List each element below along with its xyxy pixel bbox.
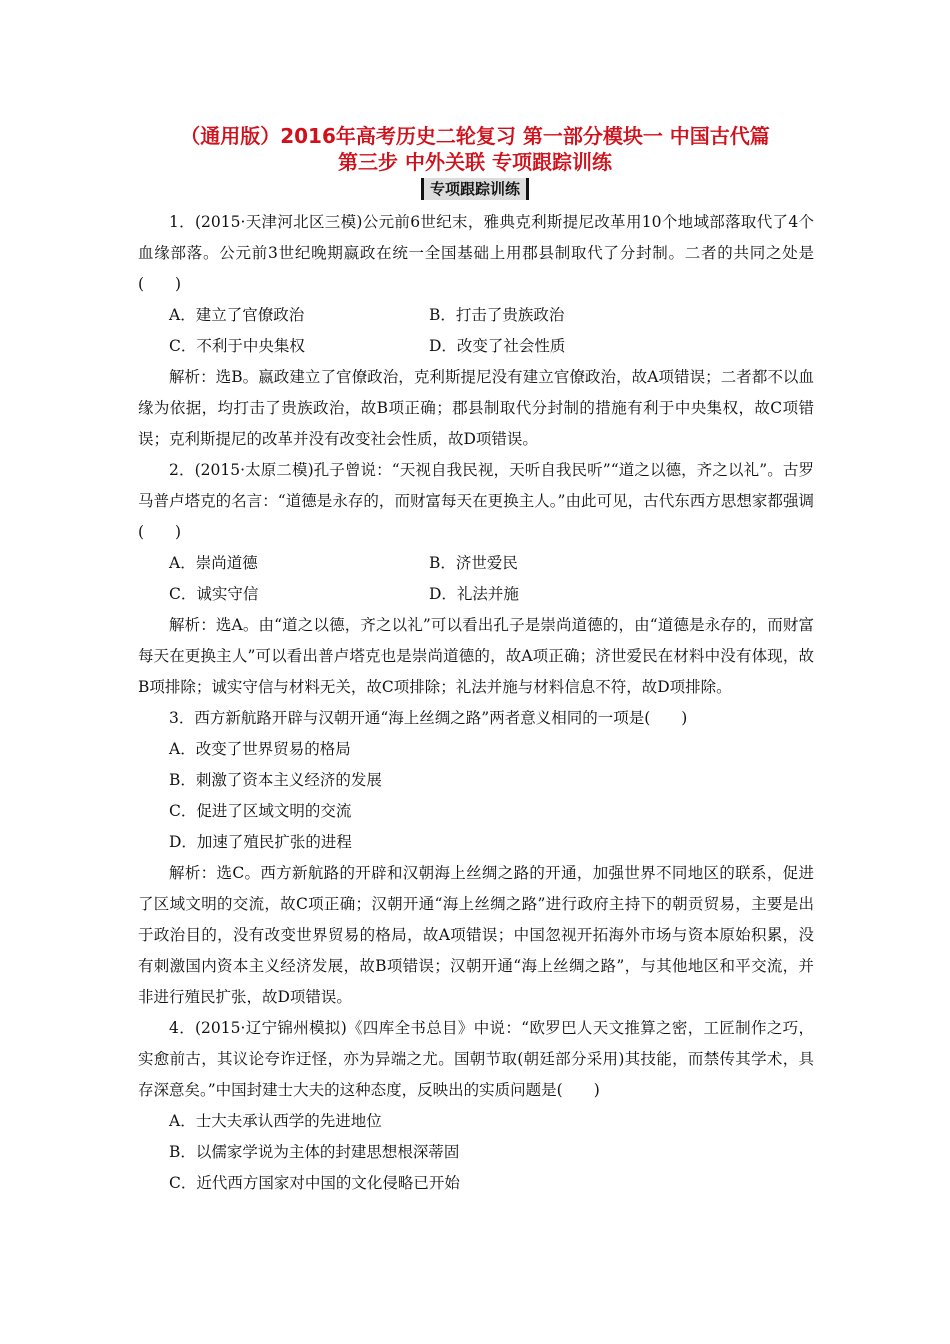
question-1-option-b: B．打击了贵族政治 <box>429 306 565 324</box>
question-1-stem: 1．(2015·天津河北区三模)公元前6世纪末，雅典克利斯提尼改革用10个地域部落取代了4个血缘部落。公元前3世纪晚期嬴政在统一全国基础上用郡县制取代了分封制。二者的共同之处是( ) <box>138 213 814 293</box>
section-badge: 专项跟踪训练 <box>421 178 529 200</box>
question-4-option-a: A．士大夫承认西学的先进地位 <box>169 1112 382 1130</box>
question-2-option-a: A．崇尚道德 <box>169 554 258 572</box>
question-3-option-b: B．刺激了资本主义经济的发展 <box>169 771 382 789</box>
questions-body <box>138 207 814 1199</box>
question-3-option-c: C．促进了区域文明的交流 <box>169 802 352 820</box>
question-2-options-row-1 <box>138 548 814 579</box>
question-4-option-c: C．近代西方国家对中国的文化侵略已开始 <box>169 1174 460 1192</box>
question-1-analysis: 解析：选B。嬴政建立了官僚政治，克利斯提尼没有建立官僚政治，故A项错误；二者都不以血缘为依据，均打击了贵族政治，故B项正确；郡县制取代分封制的措施有利于中央集权，故C项错误；克利斯提尼的改革并没有改变社会性质，故D项错误。 <box>138 368 814 448</box>
question-1-options-row-2 <box>138 331 814 362</box>
question-1-option-a: A．建立了官僚政治 <box>169 306 305 324</box>
question-3-option-d: D．加速了殖民扩张的进程 <box>169 833 352 851</box>
question-3-analysis: 解析：选C。西方新航路的开辟和汉朝海上丝绸之路的开通，加强世界不同地区的联系，促进了区域文明的交流，故C项正确；汉朝开通“海上丝绸之路”进行政府主持下的朝贡贸易，主要是出于政治目的，没有改变世界贸易的格局，故A项错误；中国忽视开拓海外市场与资本原始积累，没有刺激国内资本主义经济发展，故B项错误；汉朝开通“海上丝绸之路”，与其他地区和平交流，并非进行殖民扩张，故D项错误。 <box>138 864 814 1006</box>
question-1-options-row-1 <box>138 300 814 331</box>
question-2-analysis: 解析：选A。由“道之以德，齐之以礼”可以看出孔子是崇尚道德的，由“道德是永存的，而财富每天在更换主人”可以看出普卢塔克也是崇尚道德的，故A项正确；济世爱民在材料中没有体现，故B项排除；诚实守信与材料无关，故C项排除；礼法并施与材料信息不符，故D项排除。 <box>138 616 814 696</box>
section-badge-wrap <box>0 178 950 200</box>
question-2-options-row-2 <box>138 579 814 610</box>
question-2-option-b: B．济世爱民 <box>429 554 518 572</box>
question-2-option-c: C．诚实守信 <box>169 585 259 603</box>
question-1-option-c: C．不利于中央集权 <box>169 337 305 355</box>
question-4-stem: 4．(2015·辽宁锦州模拟)《四库全书总目》中说：“欧罗巴人天文推算之密，工匠制作之巧，实愈前古，其议论夸诈迂怪，亦为异端之尤。国朝节取(朝廷部分采用)其技能，而禁传其学术，具存深意矣。”中国封建士大夫的这种态度，反映出的实质问题是( ) <box>138 1019 814 1099</box>
question-2-stem: 2．(2015·太原二模)孔子曾说：“天视自我民视，天听自我民听”“道之以德，齐之以礼”。古罗马普卢塔克的名言：“道德是永存的，而财富每天在更换主人。”由此可见，古代东西方思想家都强调( ) <box>138 461 814 541</box>
question-3-stem: 3．西方新航路开辟与汉朝开通“海上丝绸之路”两者意义相同的一项是( ) <box>169 709 688 727</box>
document-title-line1: （通用版）2016年高考历史二轮复习 第一部分模块一 中国古代篇 <box>180 124 770 148</box>
question-3-option-a: A．改变了世界贸易的格局 <box>169 740 351 758</box>
question-4-option-b: B．以儒家学说为主体的封建思想根深蒂固 <box>169 1143 460 1161</box>
document-title-line2: 第三步 中外关联 专项跟踪训练 <box>338 150 612 174</box>
question-1-option-d: D．改变了社会性质 <box>429 337 566 355</box>
question-2-option-d: D．礼法并施 <box>429 585 519 603</box>
